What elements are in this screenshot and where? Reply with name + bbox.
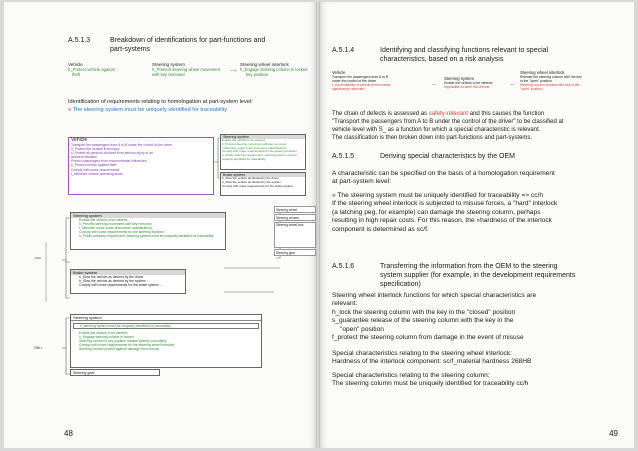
box-line: Comply with noise requirements for the brake system ... (79, 283, 163, 288)
para-line: "Transport the passengers from A to B under the control of the driver" to be classified at (332, 119, 564, 125)
box-title: Steering system (71, 213, 225, 218)
para-line: (a latching peg, for example) can damage the steering column, perhaps (332, 208, 541, 216)
side-tree-item: Steering wheel (274, 206, 316, 213)
brake-system-box-mid (70, 269, 186, 294)
page-number: 48 (64, 429, 73, 438)
para-line: vehicle level with S_ as a function for which a special characteristic is relevant. (332, 127, 541, 133)
chain-line: in the "open" position (520, 79, 552, 84)
section-number: A.5.1.5 (332, 153, 355, 160)
chain-steering-system (152, 62, 220, 78)
section-title-line: Transferring the information from the OEM to the steering (380, 263, 558, 270)
safety-relevant-highlight: safety-relevant (428, 111, 469, 117)
box-line: Protect passengers from environmental influences (71, 159, 147, 164)
box-line: uniquely identified for traceability (222, 156, 266, 161)
box-line: Comply with noise requirements for the steering wheel interlock (79, 343, 175, 348)
box-line: h_steering system must be uniquely identified for traceability (73, 323, 259, 329)
steering-system-box-small (220, 134, 306, 170)
box-line: h_Slow the vehicle as desired by the driver (222, 176, 280, 181)
box-lines (221, 177, 305, 188)
box-lines (221, 139, 305, 161)
para-line: Special characteristics relating to the steering wheel interlock: (332, 350, 512, 357)
paragraph-column-special (332, 372, 528, 389)
para-line: Special characteristics relating to the steering column: (332, 372, 490, 379)
chain-line: Release the steering column with the key (520, 75, 582, 80)
paragraph-interlock-functions (332, 292, 536, 342)
vehicle-box (68, 137, 214, 195)
left-page (4, 2, 316, 448)
box-line: k_Protect all persons involved from serious injury in an (71, 151, 153, 156)
steering-system-box-bottom (70, 314, 262, 368)
section-number: A.5.1.4 (332, 47, 355, 54)
box-line: Transport the passengers from A to B under the control of the driver (71, 143, 173, 147)
section-title (110, 36, 265, 54)
chain-interlock (520, 70, 582, 92)
chain-line: h_Prevent steering wheel movement (152, 67, 220, 73)
chain-line: "open" position (520, 87, 543, 92)
box-title: Brake system (221, 173, 305, 177)
chain-title: Steering wheel interlock (520, 70, 565, 75)
ident-line (68, 107, 227, 114)
chain-interlock (240, 62, 308, 78)
side-tree-item: Steering gear (274, 249, 316, 256)
chain-line: h_Engage steering column in locked (240, 67, 308, 73)
para-line: "open" position (340, 325, 384, 333)
page-number: 49 (609, 429, 618, 438)
para-line: component is determined as sc/f. (332, 225, 429, 233)
section-title-line: characteristics, based on a risk analysis (380, 56, 504, 63)
para-line: » The steering system must be uniquely identified for traceability => cc/h (332, 192, 543, 199)
section-number: A.5.1.6 (332, 263, 355, 270)
box-line: f_Minimize repair costs (insurance classification) (79, 226, 152, 231)
chain-title: Steering system (444, 76, 475, 81)
box-line: Enable the vehicle to be steered (222, 138, 265, 143)
chain-line: impossible to steer the vehicle (444, 85, 490, 90)
chain-line: with key removed (152, 72, 185, 78)
paragraph-characteristic (332, 170, 555, 187)
red-marker-icon: » (476, 217, 481, 225)
box-title: Steering gear (73, 371, 95, 375)
chain-arrow: —> (230, 68, 237, 73)
chain-line: h_Protect vehicle against (68, 67, 115, 73)
para-line: The chain of defects is assessed as safety-relevant and this causes the function (332, 111, 545, 117)
chain-title: Steering system (152, 62, 185, 67)
box-line: Enable the vehicle to be steered (79, 331, 128, 336)
box-title: Brake system (71, 270, 185, 275)
box-title: Vehicle (69, 138, 213, 143)
paragraph-chain (332, 110, 628, 142)
box-lines (71, 323, 261, 352)
para-line: relevant: (332, 300, 358, 308)
box-title: Steering system (221, 135, 305, 139)
paragraph-steering (332, 192, 557, 234)
side-tree-item: Steering column (274, 214, 316, 221)
chain-line: Steering column blocked with key in the (520, 83, 580, 88)
para-line: The steering column must be uniquely identified for traceability cc/h (332, 380, 529, 388)
chain-vehicle (68, 62, 115, 78)
para-line: f_protect the steering column from damage in the event of misuse (332, 334, 524, 342)
chain-line: key position (246, 72, 269, 78)
box-line: Comply with noise requirements (71, 167, 120, 172)
right-page (320, 2, 634, 448)
chain-line: significantly restricted (332, 87, 365, 92)
section-title-line: Breakdown of identifications for part-functions and (110, 37, 266, 44)
para-line: A characteristic can be specified on the basis of a homologation requirement (332, 170, 555, 177)
ident-text: The steering system must be uniquely identified for traceability (72, 107, 228, 113)
side-label-bot: SBu (34, 345, 42, 350)
box-lines (69, 143, 213, 176)
para-line: s_guarantee release of the steering column with the key in the (332, 317, 514, 325)
section-title (380, 262, 575, 289)
chain-title: Vehicle (68, 62, 83, 67)
section-title-line: Identifying and classifying functions relevant to special (380, 47, 549, 54)
chain-line: f_Controllability of vehicle performance (332, 83, 391, 88)
side-label-mid: ccc (35, 255, 41, 260)
box-line: Comply with noise requirements for the steering function (79, 230, 164, 235)
box-line: h_Slow the vehicle as desired by the system (79, 279, 146, 284)
section-number: A.5.1.3 (68, 37, 91, 44)
steering-gear-box (70, 369, 160, 376)
box-line: h_Protect vehicle against theft (71, 163, 117, 168)
box-title: Steering system (71, 315, 261, 321)
chain-line: under the control of the driver (332, 79, 377, 84)
box-line: Comply with noise requirements for the steering function (222, 149, 297, 154)
section-title-line: part-systems (110, 46, 151, 53)
section-title-line: system supplier (for example, in the development requirements (380, 272, 576, 279)
para-line: Hardness of the interlock component: sc/f_material hardness 268HB (332, 358, 532, 366)
box-line: h_Public authority requirement: steering system must be (222, 153, 297, 158)
box-line: h_Engage steering column in locked (79, 335, 134, 340)
section-title-line: specification) (380, 281, 421, 288)
box-line: f_Minimize vehicle operating costs (71, 171, 123, 176)
para-line: Steering wheel interlock functions for which special characteristics are (332, 292, 537, 299)
chain-vehicle (332, 70, 390, 92)
chain-title: Steering wheel interlock (240, 62, 289, 67)
box-line: f_Minimize repair costs (insurance classification) (222, 145, 287, 150)
box-line: Comply with noise requirements for the brake system (222, 183, 293, 188)
paragraph-interlock-special (332, 350, 531, 367)
section-title: Deriving special characteristics by the OEM (380, 153, 515, 160)
chain-title: Vehicle (332, 70, 346, 75)
box-line: Enable the vehicle to be steered (79, 218, 128, 222)
box-lines (71, 218, 225, 238)
box-line: h_Prevent steering movement with key removed (79, 222, 152, 227)
chain-line: Transport the passengers from A to B (332, 75, 389, 80)
para-line: The classification is then broken down into part-functions and part-systems. (332, 135, 533, 141)
brake-system-box-small (220, 172, 306, 196)
para-line: If the steering wheel interlock is subjected to misuse forces, a "hard" interlock (332, 200, 558, 208)
red-marker-icon: » (332, 192, 336, 199)
chain-line: Enable the vehicle to be steered (444, 81, 493, 86)
box-lines (71, 275, 185, 287)
steering-system-box-mid (70, 212, 226, 250)
box-line: h_Public authority requirement: steering system must be uniquely identified for traceability (79, 234, 214, 239)
side-tree-item: Steering wheel lock (274, 222, 316, 248)
box-line: accident situation (71, 155, 98, 160)
side-tree (274, 206, 316, 256)
para-line: h_lock the steering column with the key in the "closed" position (332, 308, 516, 316)
box-line: Steering column protect against damage from misuse (79, 347, 160, 352)
chain-steering-system (444, 76, 492, 89)
ident-heading: Identification of requirements relating to homologation at part-system level: (68, 99, 253, 105)
section-title (380, 46, 548, 64)
chain-arrow: — (510, 82, 515, 87)
box-line: Steering column in key position release speedy and safely (79, 339, 167, 344)
box-line: h_Slow the vehicle as desired by the driver (79, 275, 144, 279)
box-line: h_Prevent steering movement with key removed (222, 141, 287, 146)
box-line: h_Protect the vehicle from injury (71, 147, 120, 152)
chain-line: theft (72, 72, 81, 78)
para-line: resulting in high repair costs. For this reason, the »hardness of the interlock (332, 217, 552, 225)
box-line: h_Slow the vehicle as desired by the system (222, 179, 282, 184)
para-line: at part-system level: (332, 178, 391, 186)
red-marker-icon: » (68, 107, 72, 113)
chain-arrow: — (432, 82, 437, 87)
